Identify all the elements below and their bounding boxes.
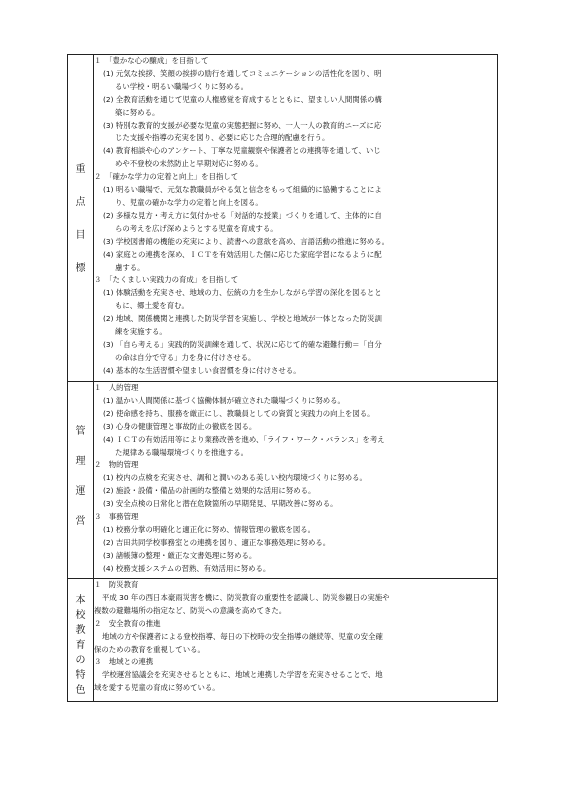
text-line: るい学校・明るい職場づくりに努める。 bbox=[115, 81, 249, 91]
school-plan-table bbox=[67, 54, 498, 702]
section-heading-line: １ 「豊かな心の醸成」を目指して bbox=[94, 56, 209, 65]
label-char: 育 bbox=[75, 640, 86, 651]
text-line: (1) 明るい職場で、元気な教職員がやる気と信念をもって組織的に協働することによ bbox=[103, 185, 382, 195]
text-line: (3) 安全点検の日常化と潜在危険箇所の早期発見、早期改善に努める。 bbox=[103, 499, 338, 509]
section-label bbox=[68, 596, 93, 696]
section-body bbox=[94, 382, 498, 579]
section-label bbox=[68, 427, 93, 527]
label-char: 教 bbox=[75, 625, 86, 636]
label-char: 点 bbox=[75, 197, 86, 208]
text-line: (3) 学校図書館の機能の充実により、読書への意欲を高め、言語活動の推進に努める。 bbox=[103, 236, 389, 246]
label-char: 特 bbox=[75, 670, 86, 681]
text-line: 地域の方や保護者による登校指導、毎日の下校時の安全指導の継続等、児童の安全確 bbox=[102, 631, 383, 641]
text-line: (4) ＩＣＴの有効活用等により業務改善を進め、「ライフ・ワーク・バランス」を考え bbox=[103, 434, 385, 444]
text-line: (2) 地域、関係機関と連携した防災学習を実施し、学校と地域が一体となった防災訓 bbox=[103, 314, 382, 324]
text-line: らの考えを広げ深めようとする児童を育成する。 bbox=[115, 223, 278, 233]
text-line: (1) 元気な挨拶、笑顔の挨拶の励行を通してコミュニケーションの活性化を図り、明 bbox=[103, 68, 382, 78]
section-body bbox=[94, 55, 498, 382]
section-heading-line: 保のための教育を重視している。 bbox=[94, 644, 205, 654]
text-line: (2) 施設・設備・備品の計画的な整備と効果的な活用に努める。 bbox=[103, 486, 316, 496]
text-line: (1) 温かい人間関係に基づく協働体制が確立された職場づくりに努める。 bbox=[103, 395, 345, 405]
section-row-priority-goals bbox=[68, 55, 498, 382]
text-line: の命は自分で守る」力を身に付けさせる。 bbox=[115, 352, 256, 362]
section-row-management bbox=[68, 382, 498, 579]
label-char: 色 bbox=[75, 685, 86, 696]
text-line: (3) 心身の健康管理と事故防止の徹底を図る。 bbox=[103, 421, 257, 431]
label-char: の bbox=[75, 655, 86, 666]
text-line: もに、郷土愛を育む。 bbox=[115, 301, 189, 311]
section-heading-line: ３ 事務管理 bbox=[94, 512, 139, 522]
section-body bbox=[94, 579, 498, 702]
section-heading-line: １ 防災教育 bbox=[94, 580, 139, 589]
label-char: 管 bbox=[75, 426, 86, 437]
text-line: (4) 教育相談や心のアンケート、丁寧な児童観察や保護者との連携等を通して、いじ bbox=[103, 146, 381, 156]
section-heading-line: ３ 地域との連携 bbox=[94, 657, 154, 667]
text-line: 学校運営協議会を充実させるとともに、地域と連携した学習を充実させることで、地 bbox=[102, 670, 383, 680]
text-line: (3) 「自ら考える」実践的防災訓練を通して、状況に応じて的確な避難行動＝「自分 bbox=[103, 339, 382, 349]
section-heading-line: ３ 「たくましい実践力の育成」を目指して bbox=[94, 275, 239, 285]
section-heading-line: 複数の避難場所の指定など、防災への意識を高めてきた。 bbox=[94, 605, 287, 615]
text-line: (3) 特別な教育的支援が必要な児童の実態把握に努め、一人一人の教育的ニーズに応 bbox=[103, 120, 382, 130]
label-char: 標 bbox=[75, 263, 86, 274]
text-line: り、児童の確かな学力の定着と向上を図る。 bbox=[115, 197, 263, 207]
section-label-cell bbox=[68, 579, 94, 702]
text-line: じた支援や指導の充実を図り、必要に応じた合理的配慮を行う。 bbox=[115, 133, 330, 143]
text-line: 平成 30 年の西日本豪雨災害を機に、防災教育の重要性を認識し、防災参観日の実施や bbox=[102, 592, 390, 602]
section-heading-line: １ 人的管理 bbox=[94, 383, 139, 392]
text-line: 練を実施する。 bbox=[115, 327, 167, 337]
section-label bbox=[68, 165, 93, 274]
text-line: 慮する。 bbox=[115, 262, 145, 272]
label-char: 目 bbox=[75, 230, 86, 241]
text-line: (1) 校務分掌の明確化と適正化に努め、情報管理の徹底を図る。 bbox=[103, 524, 316, 534]
text-line: (4) 家庭との連携を深め、ＩＣＴを有効活用した個に応じた家庭学習になるように配 bbox=[103, 249, 382, 259]
section-label-cell bbox=[68, 55, 94, 382]
label-char: 営 bbox=[75, 516, 86, 527]
text-line: (2) 使命感を持ち、服務を厳正にし、教職員としての資質と実践力の向上を図る。 bbox=[103, 408, 375, 418]
text-line: (1) 体験活動を充実させ、地域の力、伝統の力を生かしながら学習の深化を図るとと bbox=[103, 288, 382, 298]
text-line: (4) 基本的な生活習慣や望ましい食習慣を身に付けさせる。 bbox=[103, 365, 301, 375]
section-row-school-features bbox=[68, 579, 498, 702]
label-char: 校 bbox=[75, 610, 86, 621]
section-heading-line: ２ 「確かな学力の定着と向上」を目指して bbox=[94, 172, 239, 182]
text-line: (2) 全教育活動を通じて児童の人権感覚を育成するとともに、望ましい人間関係の構 bbox=[103, 94, 382, 104]
section-label-cell bbox=[68, 382, 94, 579]
section-heading-line: ２ 安全教育の推進 bbox=[94, 618, 161, 628]
section-heading-line: ２ 物的管理 bbox=[94, 460, 139, 470]
section-heading-line: 域を愛する児童の育成に努めている。 bbox=[94, 683, 220, 693]
text-line: (1) 校内の点検を充実させ、調和と潤いのある美しい校内環境づくりに努める。 bbox=[103, 473, 367, 483]
label-char: 本 bbox=[75, 595, 86, 606]
label-char: 理 bbox=[75, 456, 86, 467]
text-line: た規律ある職場環境づくりを推進する。 bbox=[115, 447, 249, 457]
text-line: (4) 校務支援システムの習熟、有効活用に努める。 bbox=[103, 563, 271, 573]
label-char: 重 bbox=[75, 164, 86, 175]
text-line: (3) 諸帳簿の整理・厳正な文書処理に努める。 bbox=[103, 550, 257, 560]
text-line: めや不登校の未然防止と早期対応に努める。 bbox=[115, 159, 263, 169]
text-line: 築に努める。 bbox=[115, 107, 160, 117]
label-char: 運 bbox=[75, 486, 86, 497]
text-line: (2) 吉田共同学校事務室との連携を図り、適正な事務処理に努める。 bbox=[103, 537, 331, 547]
text-line: (2) 多様な見方・考え方に気付かせる「対話的な授業」づくりを通して、主体的に自 bbox=[103, 210, 382, 220]
